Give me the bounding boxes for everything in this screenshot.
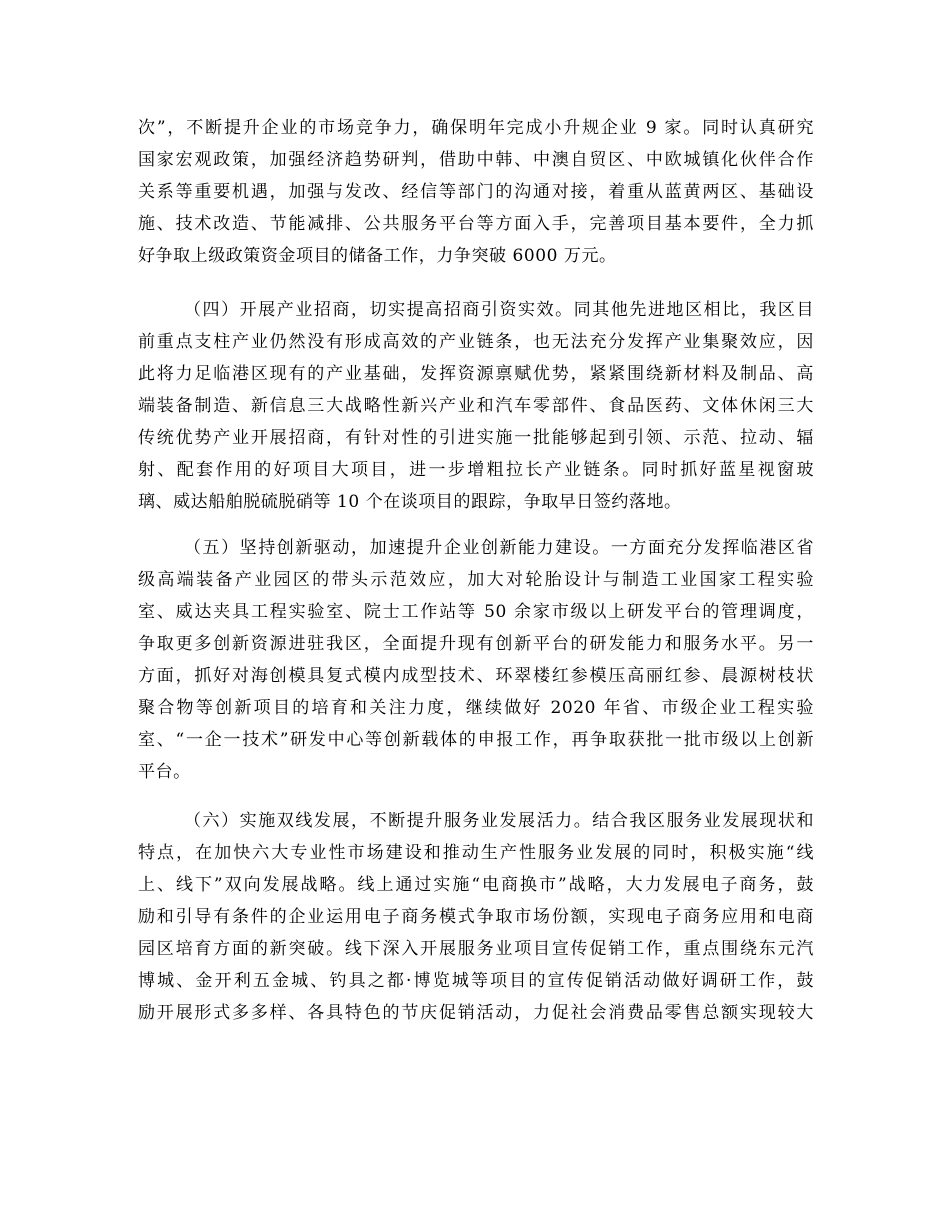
text-line: 方面，抓好对海创模具复式模内成型技术、环翠楼红参模压高丽红参、晨源树枝状 bbox=[138, 666, 814, 686]
text-line: 此将力足临港区现有的产业基础，发挥资源禀赋优势，紧紧围绕新材料及制品、高 bbox=[138, 364, 814, 384]
text-line: 射、配套作用的好项目大项目，进一步增粗拉长产业链条。同时抓好蓝星视窗玻 bbox=[138, 460, 814, 480]
text-line: 上、线下”双向发展战略。线上通过实施“电商换市”战略，大力发展电子商务，鼓 bbox=[138, 875, 814, 895]
text-line: 前重点支柱产业仍然没有形成高效的产业链条，也无法充分发挥产业集聚效应，因 bbox=[138, 332, 814, 352]
text-line: 关系等重要机遇，加强与发改、经信等部门的沟通对接，着重从蓝黄两区、基础设 bbox=[138, 182, 814, 202]
text-line: 次”，不断提升企业的市场竞争力，确保明年完成小升规企业 9 家。同时认真研究 bbox=[138, 118, 814, 138]
text-line: 传统优势产业开展招商，有针对性的引进实施一批能够起到引领、示范、拉动、辐 bbox=[138, 428, 814, 448]
text-line: 级高端装备产业园区的带头示范效应，加大对轮胎设计与制造工业国家工程实验 bbox=[138, 570, 814, 590]
text-line: 聚合物等创新项目的培育和关注力度，继续做好 2020 年省、市级企业工程实验 bbox=[138, 698, 814, 718]
text-line: 博城、金开利五金城、钓具之都·博览城等项目的宣传促销活动做好调研工作，鼓 bbox=[138, 971, 814, 991]
text-line: 励开展形式多多样、各具特色的节庆促销活动，力促社会消费品零售总额实现较大 bbox=[138, 1003, 814, 1023]
text-line: 特点，在加快六大专业性市场建设和推动生产性服务业发展的同时，积极实施“线 bbox=[138, 843, 814, 863]
paragraph-heading-line: （五）坚持创新驱动，加速提升企业创新能力建设。一方面充分发挥临港区省 bbox=[184, 538, 814, 558]
text-line: 室、“一企一技术”研发中心等创新载体的申报工作，再争取获批一批市级以上创新 bbox=[138, 730, 814, 750]
text-line: 好争取上级政策资金项目的储备工作，力争突破 6000 万元。 bbox=[138, 246, 617, 266]
text-line: 园区培育方面的新突破。线下深入开展服务业项目宣传促销工作，重点围绕东元汽 bbox=[138, 939, 814, 959]
text-line: 励和引导有条件的企业运用电子商务模式争取市场份额，实现电子商务应用和电商 bbox=[138, 907, 814, 927]
text-line: 国家宏观政策，加强经济趋势研判，借助中韩、中澳自贸区、中欧城镇化伙伴合作 bbox=[138, 150, 814, 170]
text-line: 室、威达夹具工程实验室、院士工作站等 50 余家市级以上研发平台的管理调度， bbox=[138, 602, 814, 622]
text-line: 平台。 bbox=[138, 762, 191, 782]
paragraph-heading-line: （六）实施双线发展，不断提升服务业发展活力。结合我区服务业发展现状和 bbox=[184, 811, 814, 831]
text-line: 端装备制造、新信息三大战略性新兴产业和汽车零部件、食品医药、文体休闲三大 bbox=[138, 396, 814, 416]
paragraph-heading-line: （四）开展产业招商，切实提高招商引资实效。同其他先进地区相比，我区目 bbox=[184, 300, 814, 320]
text-line: 施、技术改造、节能减排、公共服务平台等方面入手，完善项目基本要件，全力抓 bbox=[138, 214, 814, 234]
text-line: 璃、威达船舶脱硫脱硝等 10 个在谈项目的跟踪，争取早日签约落地。 bbox=[138, 492, 682, 512]
text-line: 争取更多创新资源进驻我区，全面提升现有创新平台的研发能力和服务水平。另一 bbox=[138, 634, 814, 654]
